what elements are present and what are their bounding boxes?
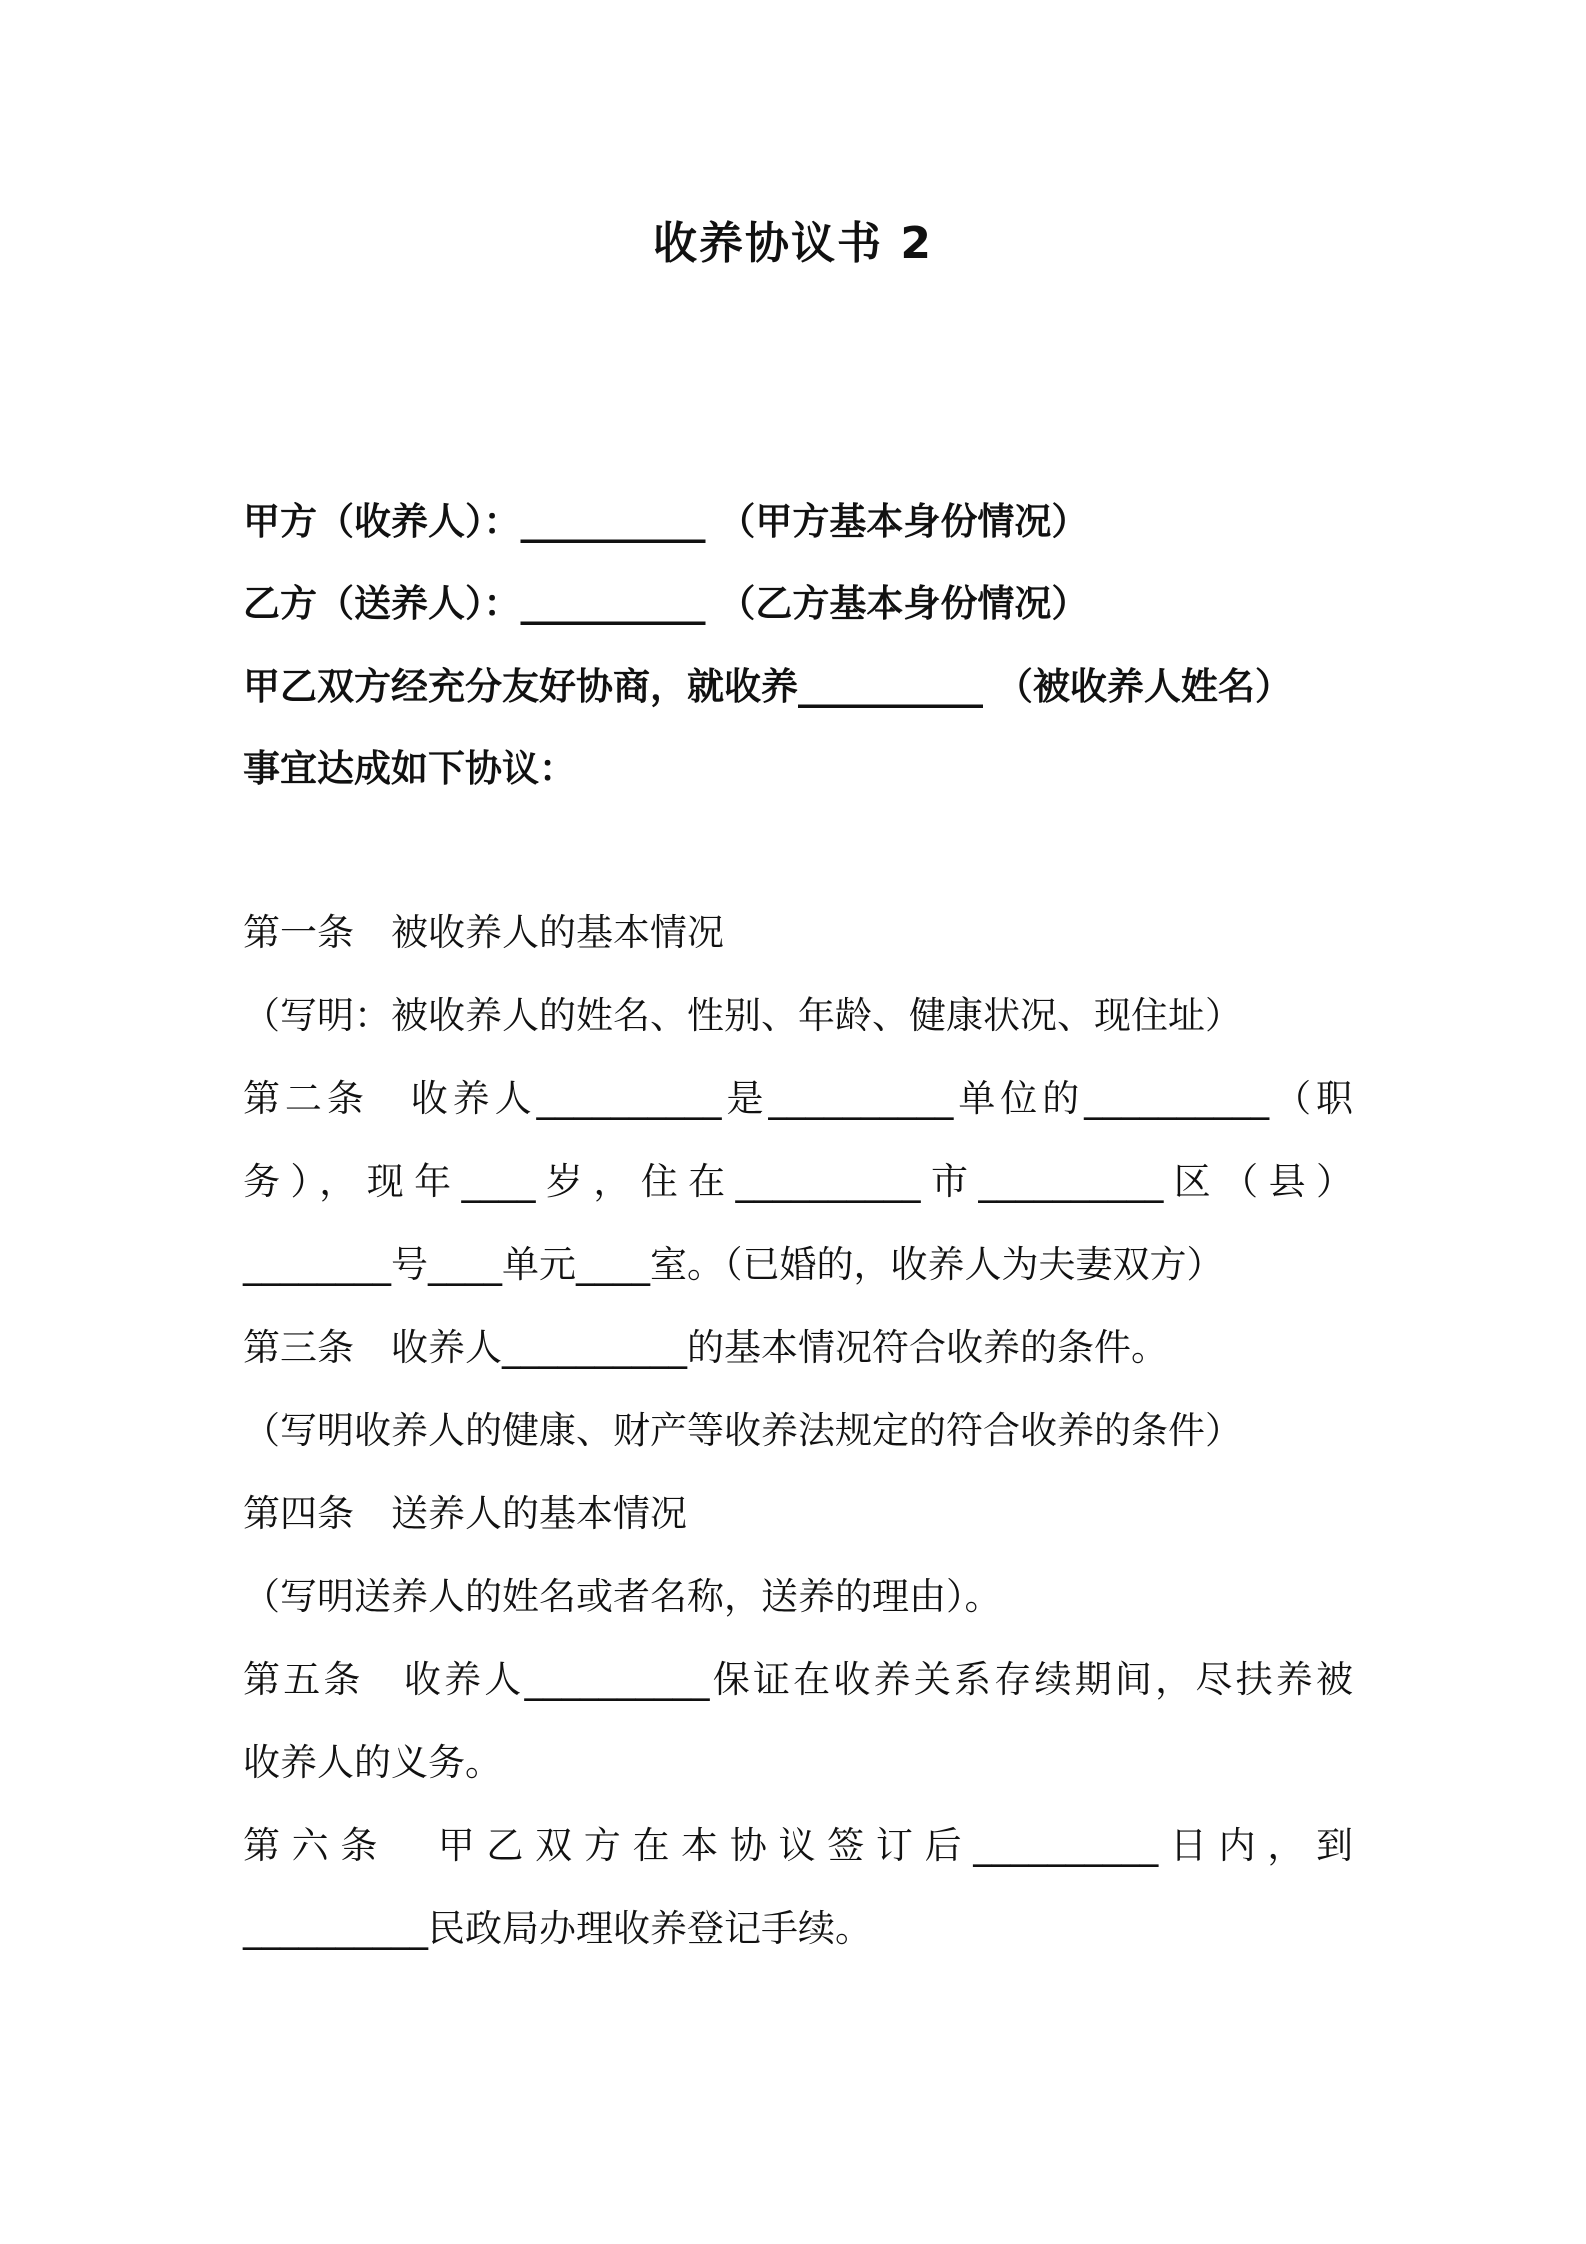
article-6-line-1: 第六条 甲乙双方在本协议签订后__________日内，到	[243, 1824, 1353, 1867]
article-2-line-2: 务），现年____岁，住在__________市__________区（县）	[243, 1160, 1353, 1203]
article-1-note: （写明：被收养人的姓名、性别、年龄、健康状况、现住址）	[243, 994, 1242, 1037]
article-2-line-1: 第二条 收养人__________是__________单位的__________（职	[243, 1077, 1353, 1120]
article-5-line-2: 收养人的义务。	[243, 1741, 502, 1784]
article-1-title: 第一条 被收养人的基本情况	[243, 911, 724, 954]
intro-line-2: 事宜达成如下协议：	[243, 747, 576, 790]
article-3-note: （写明收养人的健康、财产等收养法规定的符合收养的条件）	[243, 1409, 1242, 1452]
article-5-line-1: 第五条 收养人__________保证在收养关系存续期间，尽扶养被	[243, 1658, 1353, 1701]
party-a-line: 甲方（收养人）：__________ （甲方基本身份情况）	[243, 500, 1089, 543]
article-4-note: （写明送养人的姓名或者名称，送养的理由）。	[243, 1575, 1002, 1618]
article-6-line-2: __________民政局办理收养登记手续。	[243, 1907, 872, 1950]
article-3-title: 第三条 收养人__________的基本情况符合收养的条件。	[243, 1326, 1168, 1369]
document-title: 收养协议书 2	[653, 218, 933, 269]
article-2-line-3: ________号____单元____室。（已婚的，收养人为夫妻双方）	[243, 1243, 1224, 1286]
party-b-line: 乙方（送养人）：__________ （乙方基本身份情况）	[243, 582, 1089, 625]
intro-line-1: 甲乙双方经充分友好协商，就收养__________ （被收养人姓名）	[243, 665, 1292, 708]
article-4-title: 第四条 送养人的基本情况	[243, 1492, 687, 1535]
